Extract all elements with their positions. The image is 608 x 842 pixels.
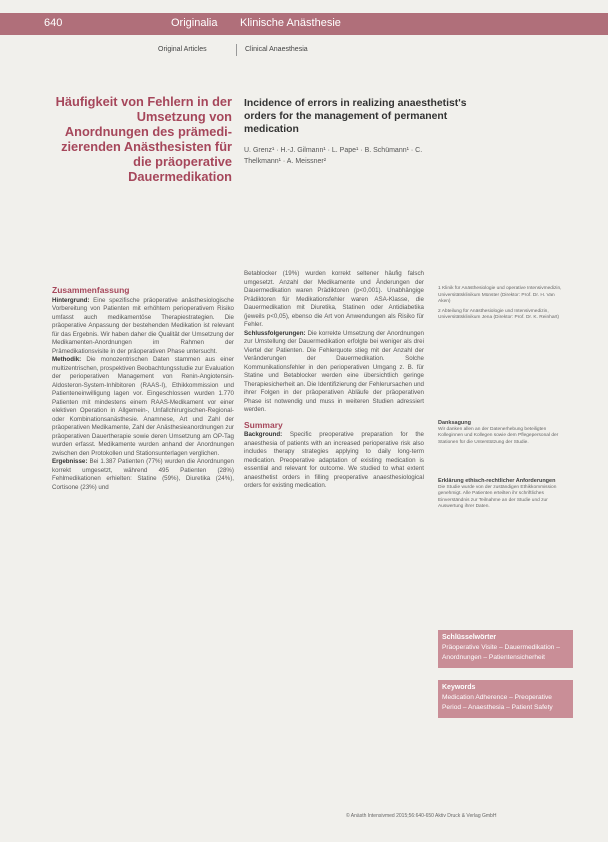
background-text: Specific preoperative preparation for the anaesthesia of patients with an increased perioperative risk also includes therapy strategies applying to daily long-term medication. Preoperative adaptation of existing medication is essential and relevant for outcome. We studied to what extent anaesthetist orders in filling preoperative anaesthesiological orders for existing medication.	[244, 431, 424, 489]
methodik-paragraph	[52, 356, 234, 458]
danksagung-text: Wir danken allen an der Datenerhebung beteiligten Kolleginnen und Kollegen sowie dem Pflegepersonal der Stationen für die Unterstützung der Studie.	[438, 426, 559, 445]
summary-heading: Summary	[244, 419, 283, 430]
background-paragraph	[244, 431, 424, 491]
schluesselwoerter-heading: Schlüsselwörter	[442, 634, 497, 641]
danksagung-section	[438, 420, 568, 446]
erklaerung-section	[438, 478, 568, 511]
danksagung-heading: Danksagung	[438, 420, 472, 426]
header-topic: Klinische Anästhesie	[240, 17, 341, 29]
schluss-text: Die korrekte Umsetzung der Anordnungen zur Umstellung der Dauermedikation erfolgte bei weniger als drei Viertel der Patienten. Die Fehlerquote stieg mit der Anzahl der Veränderungen der Dauermedikation. Solche Kommunikationsfehler in den perioperativen Umgang z. B. für Statine und Betablocker werden eine übersichtlich geringe Therapiesicherheit an. Die Identifizierung der Fehlerursachen und ihrer Folgen in der präoperativen Abläufe der präoperativen Phase ist notwendig und muss in weiteren Studien adressiert werden.	[244, 329, 424, 413]
affiliation-2: 2 Abteilung für Anästhesiologie und Intensivmedizin, Universitätsklinikum Jena (Direktor: Prof. Dr. K. Reinhart)	[438, 308, 560, 320]
keywords-heading: Keywords	[442, 684, 476, 691]
header-bar	[0, 13, 608, 35]
hintergrund-paragraph	[52, 297, 234, 357]
title-english: Incidence of errors in realizing anaesthetist's orders for the management of permanent medication	[244, 98, 467, 135]
abstract-german-column	[52, 286, 234, 492]
methodik-label: Methodik:	[52, 356, 82, 363]
header-section: Originalia	[171, 17, 218, 29]
subheader-de: Original Articles	[158, 46, 207, 53]
affiliations	[438, 286, 568, 322]
subheader-divider	[236, 44, 237, 56]
schluss-paragraph	[244, 330, 424, 415]
footer-copyright: © Anästh Intensivmed 2015;56:640-650 Aktiv Druck & Verlag GmbH	[346, 813, 497, 819]
ergebnisse-label: Ergebnisse:	[52, 458, 88, 465]
erklaerung-text: Die Studie wurde von der zuständigen Ethikkommission genehmigt. Alle Patienten erteilten ihr schriftliches Einverständnis zur Teilnahme an der Studie und zur Auswertung ihrer Daten.	[438, 484, 557, 509]
schluss-label: Schlussfolgerungen:	[244, 329, 306, 337]
page-number: 640	[44, 17, 63, 29]
background-label: Background:	[244, 431, 283, 438]
affiliation-1: 1 Klinik für Anästhesiologie und operative Intensivmedizin, Universitätsklinikum Münster (Direktor: Prof. Dr. H. Van Aken)	[438, 286, 562, 304]
erklaerung-heading: Erklärung ethisch-rechtlicher Anforderungen	[438, 478, 556, 484]
schluesselwoerter-text: Präoperative Visite – Dauermedikation – Anordnungen – Patientensicherheit	[442, 644, 560, 661]
hintergrund-label: Hintergrund:	[52, 296, 90, 304]
hintergrund-text: Eine spezifische präoperative anästhesiologische Vorbereitung von Patienten mit erhöhtem perioperativem Risiko umfasst auch medikamentöse Therapiestrategien. Die präoperative Anpassung der bestehenden Medikation ist relevant für das Ergebnis. Wir haben daher die Qualität der Umsetzung der Medikamenten-Anordnungen im Rahmen der Prämedikationsvisite in der präoperativen Phase untersucht.	[52, 296, 234, 355]
methodik-text: Die monozentrischen Daten stammen aus einer multizentrischen, prospektiven Beobachtungsstudie zur Evaluation der perioperativen Management von Renin-Angiotensin-Aldosteron-System-Inhibitoren (RAAS-I), Ethikkommission und Patienteneinwilligung lagen vor. Eingeschlossen wurden 1.770 Patienten mit mindestens einem RAAS-Medikament vor einer elektiven Operation in Allgemein-, Unfallchirurgischen-Regional- oder Kombinationsanästhesie. Anamnese, Art und Zahl der präoperativen Medikamente, Zahl der Anästhesieanordnungen zur präoperativen Dauertherapie sowie deren Umsetzung am OP-Tag wurden erfasst. Medikamente wurden anhand der Anordnungen zwischen den Protokollen und Stationsunterlagen verglichen.	[52, 356, 234, 457]
subheader-en: Clinical Anaesthesia	[245, 46, 308, 53]
authors: U. Grenz¹ · H.-J. Gilmann¹ · L. Pape¹ · B. Schümann¹ · C. Thelkmann¹ · A. Meissner²	[244, 147, 423, 165]
abstract-continuation-column	[244, 270, 424, 491]
zusammenfassung-heading: Zusammenfassung	[52, 285, 130, 295]
ergebnisse-continuation: Betablocker (19%) wurden korrekt seltener häufig falsch umgesetzt. Anzahl der Medikamente und Änderungen der Dauermedikation waren Prädiktoren (p<0,001). Unabhängige Prädiktoren für Medikationsfehler waren ASA-Klasse, die Dauermedikation mit Diuretika, Statinen oder Antidiabetika (jeweils p<0,05), ebenso die Art von Anwendungen als Risiko für Fehler.	[244, 270, 424, 328]
ergebnisse-paragraph	[52, 458, 234, 492]
title-german: Häufigkeit von Fehlern in der Umsetzung von Anordnungen des prämedi-zierenden Anästhesisten für die präoperative Dauermedikation	[55, 94, 232, 184]
ergebnisse-text: Bei 1.387 Patienten (77%) wurden die Anordnungen korrekt umgesetzt, während 495 Patienten (28%) Fehlmedikationen erhielten: Statine (59%), Diuretika (24%), Cortisone (23%) und	[52, 458, 234, 491]
schluesselwoerter-box	[438, 630, 573, 668]
keywords-text: Medication Adherence – Preoperative Period – Anaesthesia – Patient Safety	[442, 694, 553, 711]
keywords-box	[438, 680, 573, 718]
